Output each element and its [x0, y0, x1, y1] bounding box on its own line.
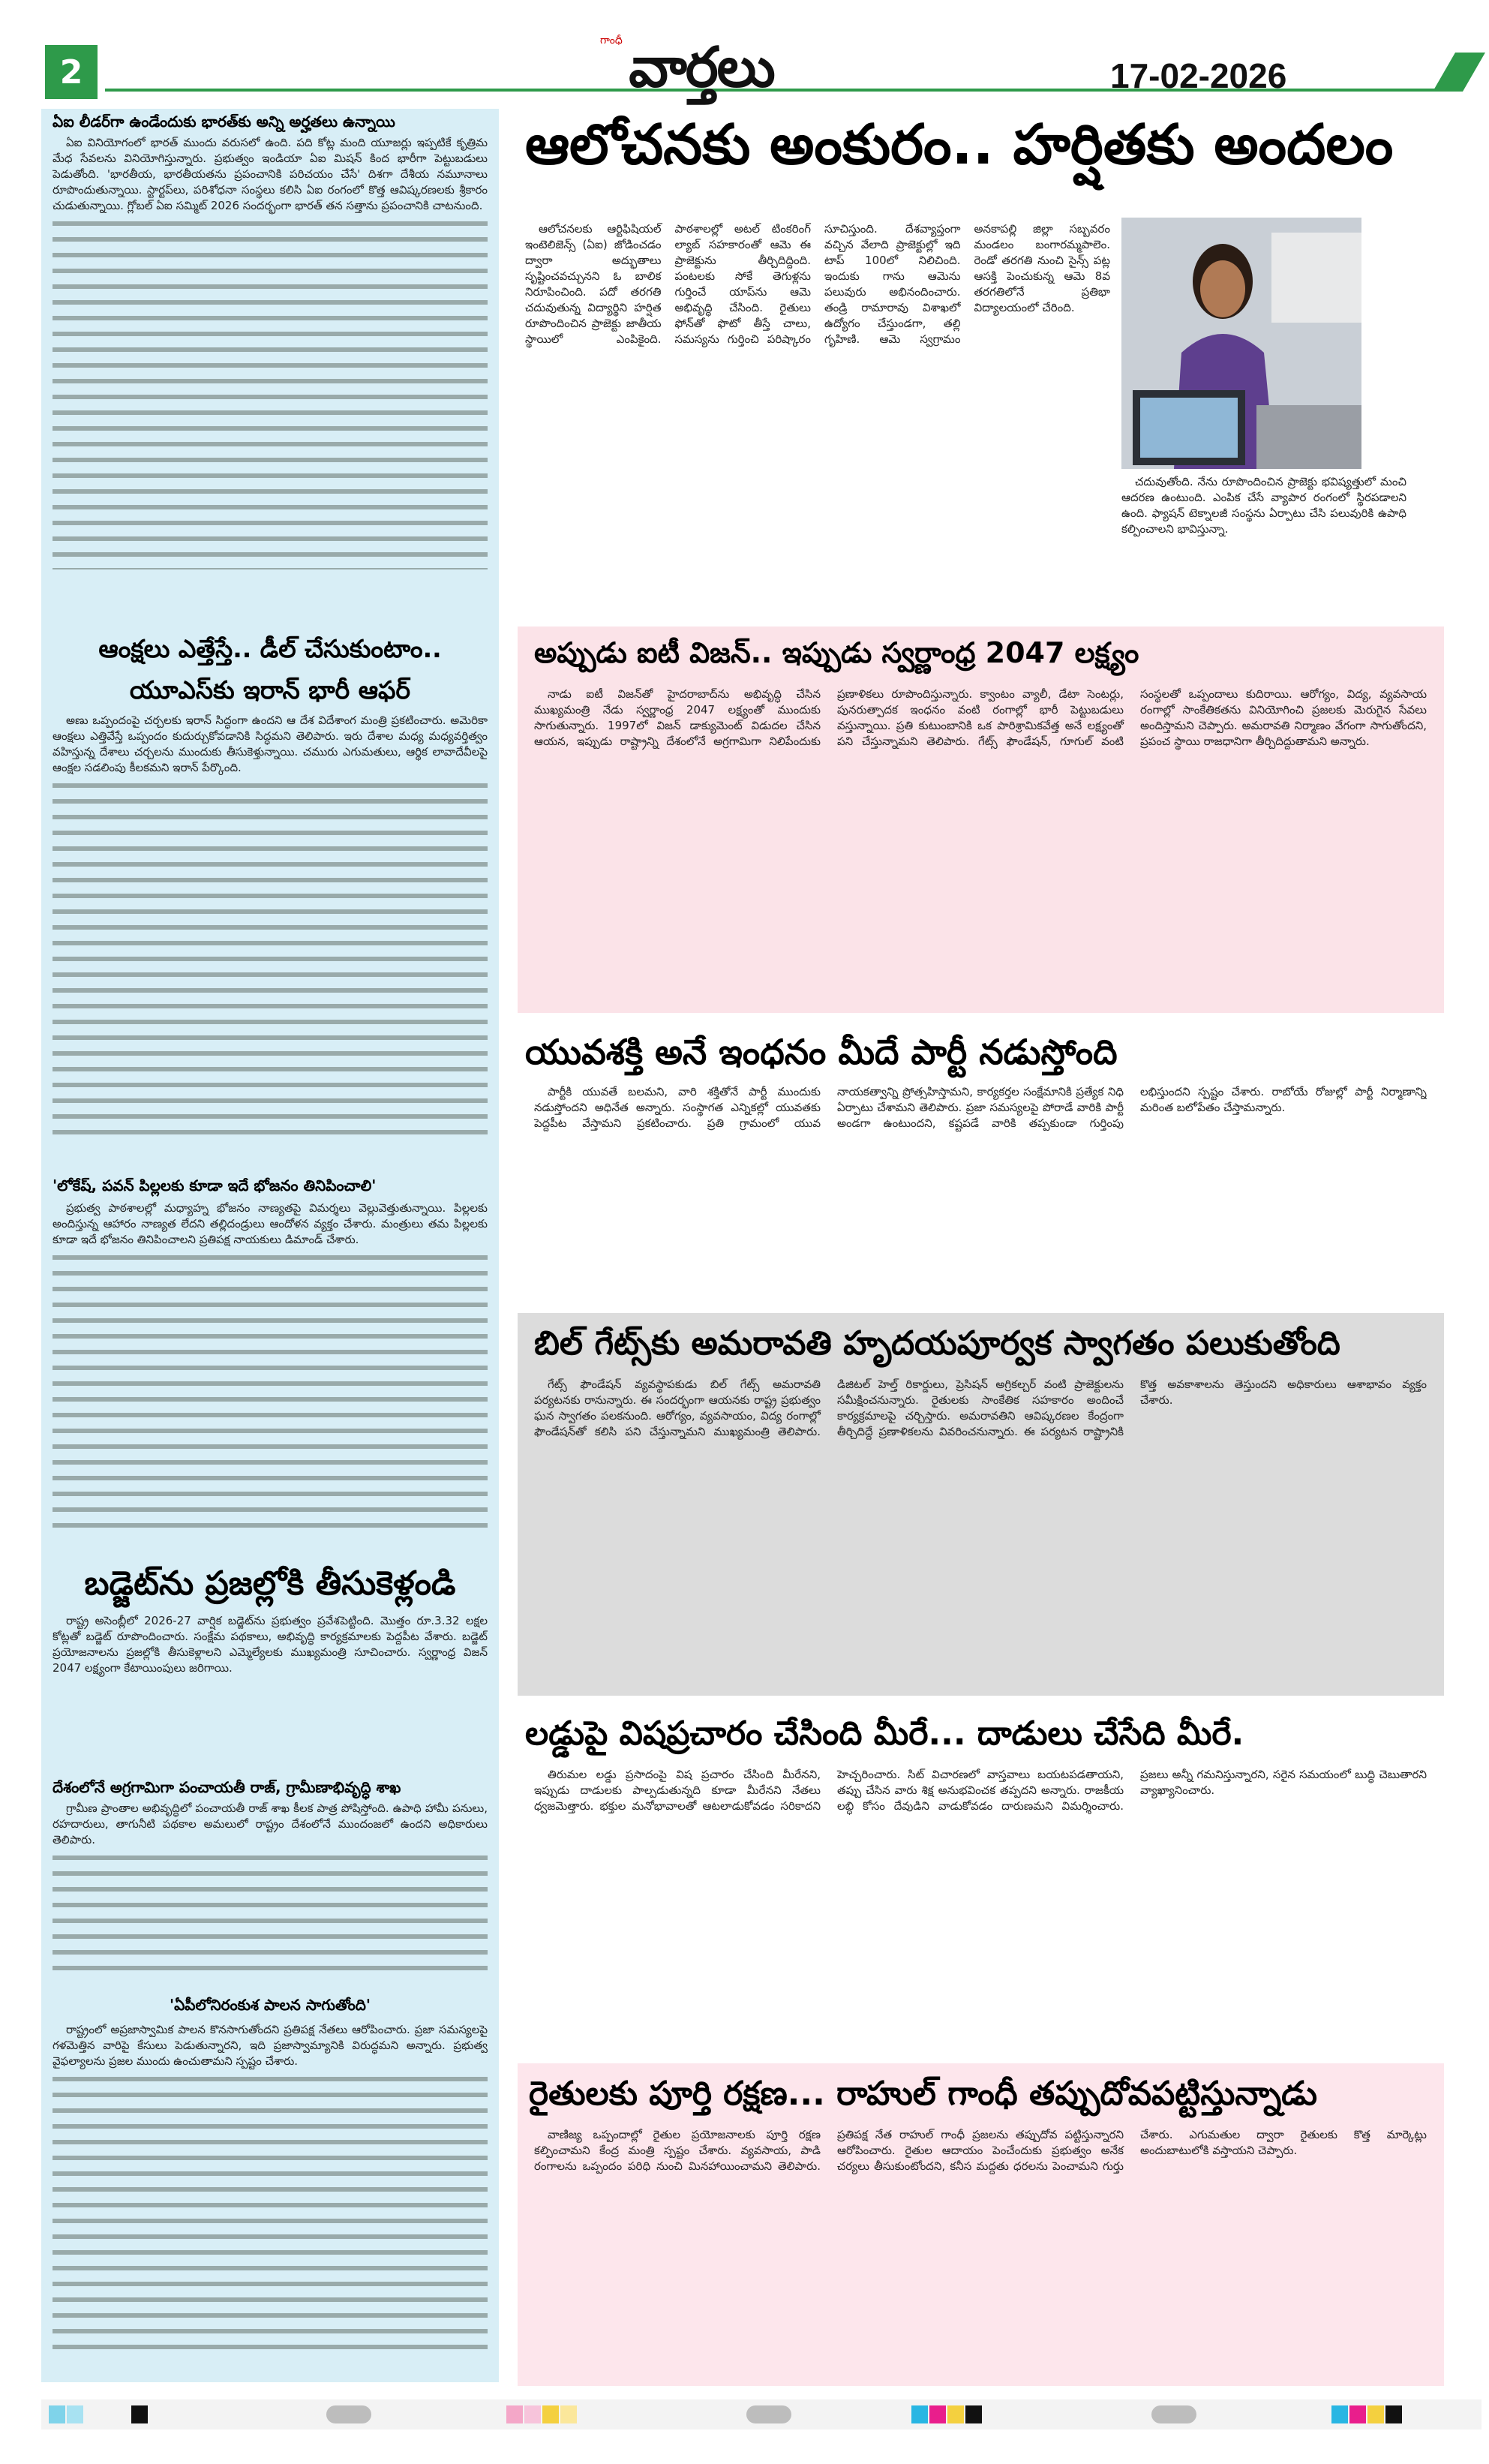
story4-text: గేట్స్ ఫౌండేషన్ వ్యవస్థాపకుడు బిల్ గేట్స్ అమరావతి పర్యటనకు రానున్నారు. ఈ సందర్భంగా ఆయనకు రాష్ట్ర ప్రభుత్వం ఘన స్వాగతం పలకనుంది. ఆరోగ్యం, వ్యవసాయం, విద్య రంగాల్లో ఫౌండేషన్‌తో కలిసి పని చేస్తున్నామని ముఖ్యమంత్రి తెలిపారు. డిజిటల్ హెల్త్ రికార్డులు, ప్రెసిషన్ అగ్రికల్చర్ వంటి ప్రాజెక్టులను సమీక్షించనున్నారు. రైతులకు సాంకేతిక సహకారం అందించే కార్యక్రమాలపై చర్చిస్తారు. అమరావతిని ఆవిష్కరణల కేంద్రంగా తీర్చిదిద్దే ప్రణాళికలను వివరించనున్నారు. ఈ పర్యటన రాష్ట్రానికి కొత్త అవకాశాలను తెస్తుందని అధికారులు ఆశాభావం వ్యక్తం చేశారు. [534, 1378, 1427, 1438]
left-s2-text: అణు ఒప్పందంపై చర్చలకు ఇరాన్ సిద్ధంగా ఉందని ఆ దేశ విదేశాంగ మంత్రి ప్రకటించారు. అమెరికా ఆంక్షలు ఎత్తివేస్తే ఒప్పందం కుదుర్చుకోవడానికి సిద్ధమని తెలిపారు. ఇరు దేశాల మధ్య మధ్యవర్తిత్వం వహిస్తున్న దేశాలు చర్చలను ముందుకు తీసుకెళ్తున్నాయి. చమురు ఎగుమతులు, ఆర్థిక లావాదేవీలపై ఆంక్షల సడలింపు కీలకమని ఇరాన్ పేర్కొంది. [53, 714, 488, 774]
left-s3-title: 'లోకేష్, పవన్ పిల్లలకు కూడా ఇదే భోజనం తినిపించాలి' [53, 1176, 377, 1194]
page-number: 2 [45, 45, 98, 99]
left-s4-title: బడ్జెట్‌ను ప్రజల్లోకి తీసుకెళ్లండి [84, 1564, 456, 1603]
story6-text: వాణిజ్య ఒప్పందాల్లో రైతుల ప్రయోజనాలకు పూర్తి రక్షణ కల్పించామని కేంద్ర మంత్రి స్పష్టం చేశారు. వ్యవసాయ, పాడి రంగాలను ఒప్పందం పరిధి నుంచి మినహాయించామని తెలిపారు. ప్రతిపక్ష నేత రాహుల్ గాంధీ ప్రజలను తప్పుదోవ పట్టిస్తున్నారని ఆరోపించారు. రైతుల ఆదాయం పెంచేందుకు ప్రభుత్వం అనేక చర్యలు తీసుకుంటోందని, కనీస మద్దతు ధరలను పెంచామని గుర్తు చేశారు. ఎగుమతుల ద్వారా రైతులకు కొత్త మార్కెట్లు అందుబాటులోకి వస్తాయని చెప్పారు. [534, 2128, 1427, 2173]
masthead-small: గాంధీ [600, 35, 623, 47]
text-lines [53, 217, 488, 569]
left-s1-body [53, 135, 488, 615]
left-s2-title2: యూఎస్‌కు ఇరాన్ భారీ ఆఫర్ [129, 675, 411, 705]
masthead-title: వార్తలు [629, 35, 774, 100]
left-s1-text: ఏఐ వినియోగంలో భారత్ ముందు వరుసలో ఉంది. పది కోట్ల మంది యూజర్లు ఇప్పటికే కృత్రిమ మేధ సేవలను వినియోగిస్తున్నారు. ప్రభుత్వం ఇండియా ఏఐ మిషన్ కింద భారీగా పెట్టుబడులు పెడుతోంది. 'భారతీయ, భారతీయతను ప్రపంచానికి పరిచయం చేసే' దిశగా దేశీయ నమూనాలు రూపొందుతున్నాయి. స్టార్టప్‌లు, పరిశోధనా సంస్థలు కలిసి ఏఐ రంగంలో కొత్త ఆవిష్కరణలకు శ్రీకారం చుడుతున్నాయి. గ్లోబల్ ఏఐ సమ్మిట్ 2026 సందర్భంగా భారత్ తన సత్తాను ప్రపంచానికి చాటనుంది. [53, 136, 488, 212]
left-s2-body [53, 713, 488, 1170]
story5-body [534, 1767, 1427, 2056]
left-s3-body [53, 1200, 488, 1561]
left-s5-text: గ్రామీణ ప్రాంతాల అభివృద్ధిలో పంచాయతీ రాజ్ శాఖ కీలక పాత్ర పోషిస్తోంది. ఉపాధి హామీ పనులు, రహదారులు, తాగునీటి పథకాల అమలులో రాష్ట్రం దేశంలోనే ముందంజలో ఉందని అధికారులు తెలిపారు. [53, 1801, 488, 1846]
story4-body [534, 1377, 1427, 1681]
student-photo [1121, 218, 1361, 469]
story1-tail [1121, 474, 1406, 609]
story3-headline: యువశక్తి అనే ఇంధనం మీదే పార్టీ నడుస్తోంది [525, 1032, 1118, 1072]
story6-body [534, 2127, 1427, 2375]
text-lines [53, 1251, 488, 1536]
left-s6-title: 'ఏపీలోనిరంకుశ పాలన సాగుతోంది' [169, 1996, 371, 2014]
story3-body [534, 1084, 1427, 1302]
story6-headline: రైతులకు పూర్తి రక్షణ... రాహుల్ గాంధీ తప్పుదోవపట్టిస్తున్నాడు [529, 2075, 1317, 2113]
print-registration-strip [41, 2399, 1481, 2429]
story1-body [525, 221, 1110, 611]
left-s5-title: దేశంలోనే అగ్రగామిగా పంచాయతీ రాజ్, గ్రామీణాభివృద్ధి శాఖ [53, 1778, 401, 1796]
left-s1-title: ఏఐ లీడర్‌గా ఉండేందుకు భారత్‌కు అన్ని అర్హతలు ఉన్నాయి [53, 113, 395, 131]
story1-text: ఆలోచనలకు ఆర్టిఫిషియల్ ఇంటెలిజెన్స్ (ఏఐ) జోడించడం ద్వారా అద్భుతాలు సృష్టించవచ్చునని ఓ బాలిక నిరూపించింది. పదో తరగతి చదువుతున్న విద్యార్థిని హర్షిత రూపొందించిన ప్రాజెక్టు జాతీయ స్థాయిలో ఎంపికైంది. పాఠశాలల్లో అటల్ టింకరింగ్ ల్యాబ్ సహకారంతో ఆమె ఈ ప్రాజెక్టును తీర్చిదిద్దింది. పంటలకు సోకే తెగుళ్లను గుర్తించే యాప్‌ను ఆమె అభివృద్ధి చేసింది. రైతులు ఫోన్‌తో ఫొటో తీస్తే చాలు, సమస్యను గుర్తించి పరిష్కారం సూచిస్తుంది. దేశవ్యాప్తంగా వచ్చిన వేలాది ప్రాజెక్టుల్లో ఇది టాప్ 100లో నిలిచింది. ఇందుకు గాను ఆమెను పలువురు అభినందించారు. తండ్రి రామారావు విశాఖలో ఉద్యోగం చేస్తుండగా, తల్లి గృహిణి. ఆమె స్వగ్రామం అనకాపల్లి జిల్లా సబ్బవరం మండలం బంగారమ్మపాలెం. రెండో తరగతి నుంచి సైన్స్ పట్ల ఆసక్తి పెంచుకున్న ఆమె 8వ తరగతిలోనే ప్రతిభా విద్యాలయంలో చేరింది. [525, 222, 1110, 346]
story1-headline: ఆలోచనకు అంకురం.. హర్షితకు అందలం [525, 113, 1394, 177]
masthead-logo [578, 30, 825, 105]
story2-text: నాడు ఐటీ విజన్‌తో హైదరాబాద్‌ను అభివృద్ధి చేసిన ముఖ్యమంత్రి నేడు స్వర్ణాంధ్ర 2047 లక్ష్యంతో ముందుకు సాగుతున్నారు. 1997లో విజన్ డాక్యుమెంట్ విడుదల చేసిన ఆయన, ఇప్పుడు రాష్ట్రాన్ని దేశంలోనే అగ్రగామిగా నిలిపేందుకు ప్రణాళికలు రూపొందిస్తున్నారు. క్వాంటం వ్యాలీ, డేటా సెంటర్లు, పునరుత్పాదక ఇంధనం వంటి రంగాల్లో భారీ పెట్టుబడులు వస్తున్నాయి. ప్రతి కుటుంబానికి ఒక పారిశ్రామికవేత్త అనే లక్ష్యంతో పని చేస్తున్నామని తెలిపారు. గేట్స్ ఫౌండేషన్, గూగుల్ వంటి సంస్థలతో ఒప్పందాలు కుదిరాయి. ఆరోగ్యం, విద్య, వ్యవసాయ రంగాల్లో సాంకేతికతను వినియోగించి ప్రజలకు మెరుగైన సేవలు అందిస్తామని చెప్పారు. అమరావతి నిర్మాణం వేగంగా సాగుతోందని, ప్రపంచ స్థాయి రాజధానిగా తీర్చిదిద్దుతామని అన్నారు. [534, 687, 1427, 748]
story5-text: తిరుమల లడ్డు ప్రసాదంపై విష ప్రచారం చేసింది మీరేనని, ఇప్పుడు దాడులకు పాల్పడుతున్నది కూడా మీరేనని నేతలు ధ్వజమెత్తారు. భక్తుల మనోభావాలతో ఆటలాడుకోవడం సరికాదని హెచ్చరించారు. సిట్ విచారణలో వాస్తవాలు బయటపడతాయని, తప్పు చేసిన వారు శిక్ష అనుభవించక తప్పదని అన్నారు. రాజకీయ లబ్ధి కోసం దేవుడిని వాడుకోవడం దారుణమని విమర్శించారు. ప్రజలు అన్నీ గమనిస్తున్నారని, సరైన సమయంలో బుద్ధి చెబుతారని వ్యాఖ్యానించారు. [534, 1768, 1427, 1813]
student-photo-illustration [1121, 218, 1361, 469]
issue-date: 17-02-2026 [1110, 56, 1287, 95]
story2-headline: అప్పుడు ఐటీ విజన్.. ఇప్పుడు స్వర్ణాంధ్ర 2047 లక్ష్యం [534, 636, 1139, 669]
left-s3-text: ప్రభుత్వ పాఠశాలల్లో మధ్యాహ్న భోజనం నాణ్యతపై విమర్శలు వెల్లువెత్తుతున్నాయి. పిల్లలకు అందిస్తున్న ఆహారం నాణ్యత లేదని తల్లిదండ్రులు ఆందోళన వ్యక్తం చేశారు. మంత్రులు తమ పిల్లలకు కూడా ఇదే భోజనం తినిపించాలని ప్రతిపక్ష నాయకులు డిమాండ్ చేశారు. [53, 1201, 488, 1246]
story1-tail-text: చదువుతోంది. నేను రూపొందించిన ప్రాజెక్టు భవిష్యత్తులో మంచి ఆదరణ ఉంటుంది. ఎంపిక చేసే వ్యాపార రంగంలో స్థిరపడాలని ఉంది. ఫ్యాషన్ టెక్నాలజీ సంస్థను ఏర్పాటు చేసి పలువురికి ఉపాధి కల్పించాలని భావిస్తున్నా. [1121, 475, 1406, 536]
left-s6-text: రాష్ట్రంలో అప్రజాస్వామిక పాలన కొనసాగుతోందని ప్రతిపక్ష నేతలు ఆరోపించారు. ప్రజా సమస్యలపై గళమెత్తిన వారిపై కేసులు పెడుతున్నారని, ఇది ప్రజాస్వామ్యానికి విరుద్ధమని అన్నారు. ప్రభుత్వ వైఫల్యాలను ప్రజల ముందు ఉంచుతామని స్పష్టం చేశారు. [53, 2023, 488, 2068]
left-s6-body [53, 2022, 488, 2375]
text-lines [53, 779, 488, 1139]
text-lines [53, 2072, 488, 2357]
story3-text: పార్టీకి యువతే బలమని, వారి శక్తితోనే పార్టీ ముందుకు నడుస్తోందని అధినేత అన్నారు. సంస్థాగత ఎన్నికల్లో యువతకు పెద్దపీట వేస్తామని ప్రకటించారు. ప్రతి గ్రామంలో యువ నాయకత్వాన్ని ప్రోత్సహిస్తామని, కార్యకర్తల సంక్షేమానికి ప్రత్యేక నిధి ఏర్పాటు చేశామని తెలిపారు. ప్రజా సమస్యలపై పోరాడే వారికి పార్టీ అండగా ఉంటుందని, కష్టపడే వారికి తప్పకుండా గుర్తింపు లభిస్తుందని స్పష్టం చేశారు. రాబోయే రోజుల్లో పార్టీ నిర్మాణాన్ని మరింత బలోపేతం చేస్తామన్నారు. [534, 1085, 1427, 1130]
story5-headline: లడ్డుపై విషప్రచారం చేసింది మీరే... దాడులు చేసేది మీరే. [525, 1714, 1244, 1753]
left-s2-title1: ఆంక్షలు ఎత్తేస్తే.. డీల్ చేసుకుంటాం.. [98, 634, 442, 663]
left-s4-text: రాష్ట్ర అసెంబ్లీలో 2026-27 వార్షిక బడ్జెట్‌ను ప్రభుత్వం ప్రవేశపెట్టింది. మొత్తం రూ.3.32 లక్షల కోట్లతో బడ్జెట్ రూపొందించారు. సంక్షేమ పథకాలు, అభివృద్ధి కార్యక్రమాలకు పెద్దపీట వేశారు. బడ్జెట్ ప్రయోజనాలను ప్రజల్లోకి తీసుకెళ్లాలని ఎమ్మెల్యేలకు ముఖ్యమంత్రి సూచించారు. స్వర్ణాంధ్ర విజన్ 2047 లక్ష్యంగా కేటాయింపులు జరిగాయి. [53, 1614, 488, 1675]
story2-body [534, 687, 1427, 1002]
left-s5-body [53, 1801, 488, 1988]
story4-headline: బిల్ గేట్స్‌కు అమరావతి హృదయపూర్వక స్వాగతం పలుకుతోంది [534, 1324, 1340, 1363]
text-lines [53, 1851, 488, 1971]
left-s4-body [53, 1613, 488, 1774]
